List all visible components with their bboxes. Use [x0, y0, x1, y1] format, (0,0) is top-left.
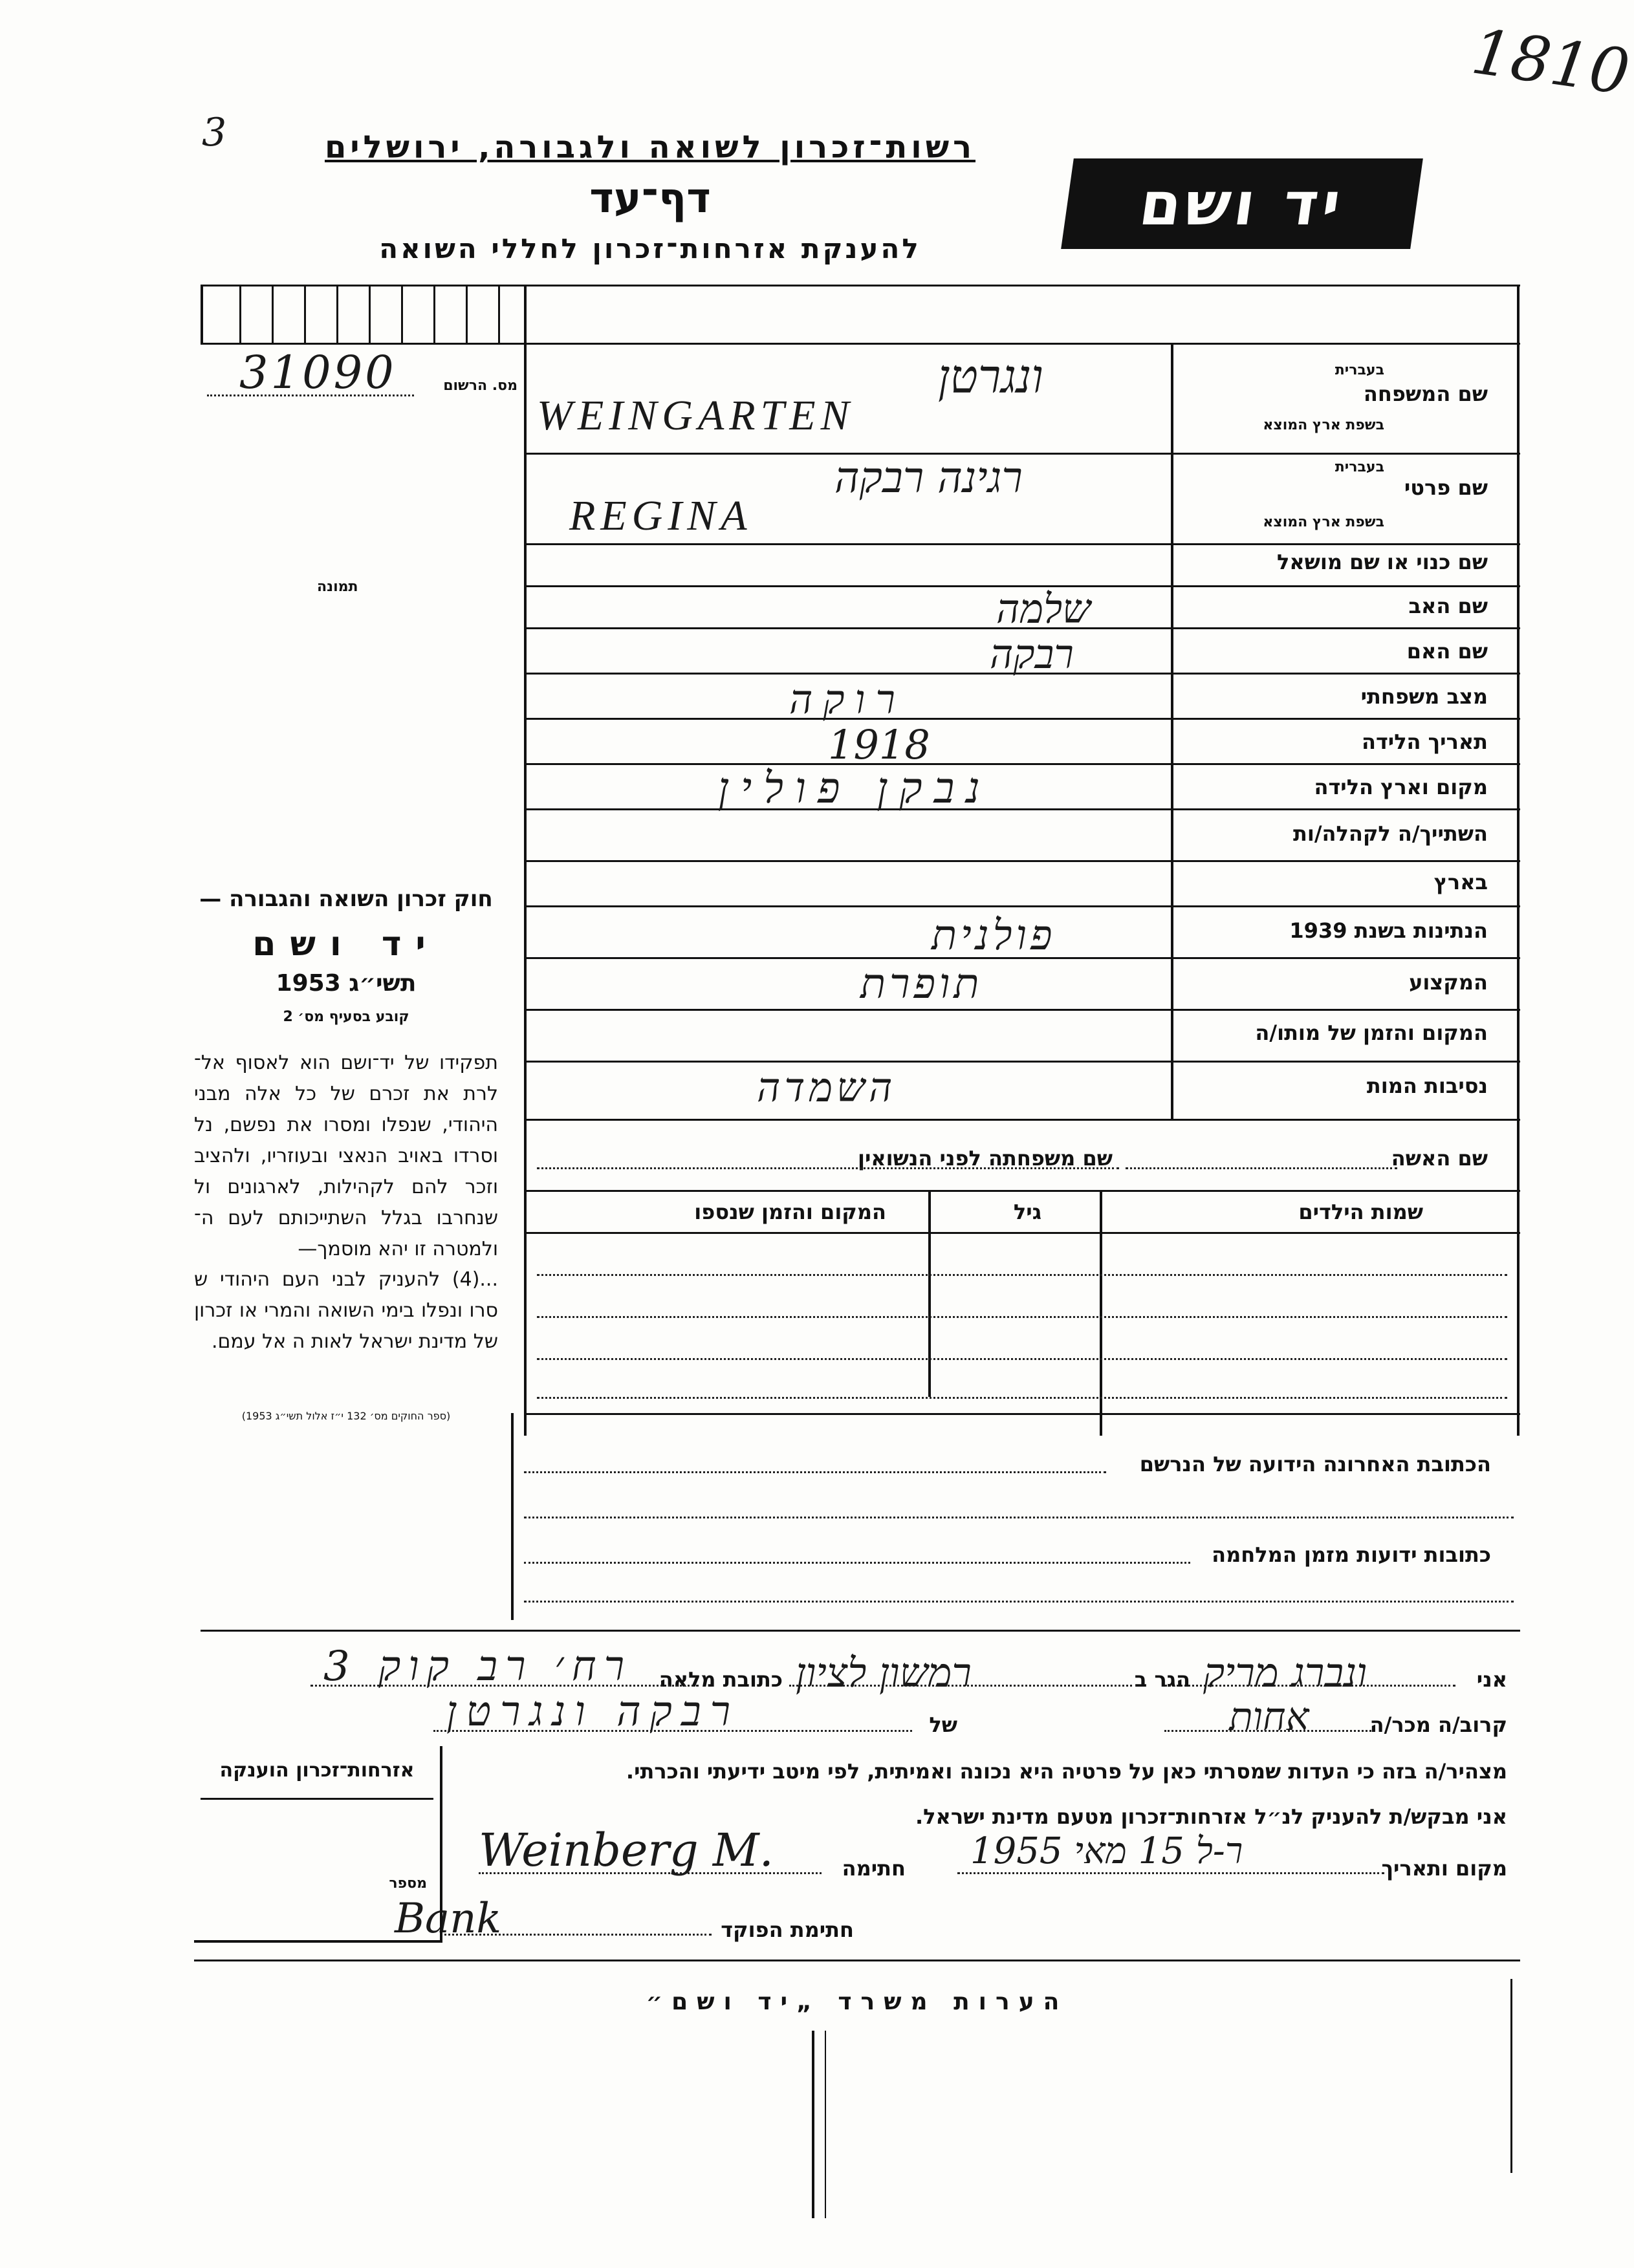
profession-label: המקצוע	[1409, 970, 1488, 995]
children-names-header: שמות הילדים	[1298, 1200, 1423, 1224]
death-place-time-label: המקום והזמן של מותו/ה	[1255, 1021, 1488, 1045]
birth-place-label: מקום וארץ הלידה	[1314, 775, 1488, 799]
profession-value: תופרת	[860, 960, 983, 1008]
relation-value: אחות	[1229, 1694, 1309, 1740]
first-name-hebrew-value: רגינה רבקה	[834, 453, 1023, 502]
form-top-border	[201, 285, 1520, 286]
photo-label: תמונה	[317, 579, 358, 595]
place-date-label: מקום ותאריך	[1381, 1856, 1507, 1881]
relation-label: קרוב/ה מכר/ה	[1369, 1712, 1507, 1737]
form-subtitle: להענקת אזרחות־זכרון לחללי השואה	[379, 233, 921, 265]
remarks-right-border	[1510, 1979, 1512, 2173]
surname-origin-value: WEINGARTEN	[537, 392, 855, 439]
marital-value: רוקה	[789, 676, 906, 723]
registration-field	[207, 346, 517, 401]
officer-signature-value: Bank	[395, 1895, 502, 1943]
citizenship-1939-value: פולנית	[931, 912, 1056, 960]
surname-label: שם המשפחה	[1363, 382, 1488, 406]
birth-place-value: נבקן פולין	[718, 763, 992, 813]
ani-label: אני	[1476, 1667, 1507, 1692]
law-name: יד ושם	[252, 925, 440, 964]
father-value: שלמה	[996, 585, 1091, 632]
father-label: שם האב	[1408, 594, 1488, 618]
law-text-1: תפקידו של יד־ושם הוא לאסוף אל־ לרת את זכרם של כל אלה מבני היהודי, שנפלו ומסרו את נפשם, נל וסרדו באויב הנאצי ובעוזריו, ולהציב וזכר להם לקהילות, לארגונים ול שנחרבו בגלל השתייכותם לעם ה־ ולמטרה זו יהא מוסמך—	[194, 1052, 498, 1260]
registration-label: מס. הרשום	[443, 378, 517, 394]
logo-text: יד ושם	[1135, 169, 1349, 239]
citizenship-granted-box	[194, 1746, 442, 1943]
citizenship-request: אני מבקש/ת להעניק לנ״ל אזרחות־זכרון מטעם מדינת ישראל.	[915, 1804, 1507, 1829]
of-value: רבקה ונגרטן	[446, 1688, 740, 1736]
mother-value: רבקה	[990, 631, 1074, 678]
community-label: השתייך/ה לקהלה/ות	[1292, 821, 1488, 846]
birth-date-value: 1918	[828, 721, 930, 768]
death-circumstances-value: השמדה	[757, 1064, 897, 1111]
nickname-label: שם כנוי או שם מושאל	[1276, 550, 1488, 574]
archive-number: 1810	[1467, 15, 1634, 109]
law-footnote: (ספר החוקים מס׳ 132 י״ז אלול תשי״ג 1953)	[241, 1410, 451, 1422]
ani-value: ונברג מריק	[1203, 1649, 1367, 1696]
of-label: של	[929, 1712, 957, 1737]
authority-line: רשות־זכרון לשואה ולגבורה, ירושלים	[324, 129, 976, 166]
marital-label: מצב משפחתי	[1360, 684, 1488, 709]
children-col-divider-2	[928, 1190, 931, 1397]
surname-hebrew-sublabel: בעברית	[1334, 362, 1384, 378]
officer-signature-label: חתימת הפוקד	[721, 1917, 854, 1942]
resident-label: הגר ב	[1134, 1667, 1190, 1692]
first-name-hebrew-sublabel: בעברית	[1334, 459, 1384, 475]
law-year: תשי״ג 1953	[276, 970, 417, 997]
law-title: חוק זכרון השואה והגבורה —	[199, 886, 493, 912]
children-col-divider-1	[1100, 1190, 1102, 1436]
first-name-label: שם פרטי	[1404, 475, 1488, 500]
surname-origin-sublabel: בשפת ארץ המוצא	[1263, 417, 1384, 433]
form-title: דף־עד	[589, 175, 711, 222]
wife-label: שם האשה	[1391, 1146, 1488, 1171]
children-age-header: גיל	[1013, 1200, 1041, 1224]
birth-date-label: תאריך הלידה	[1361, 729, 1488, 754]
mother-label: שם האם	[1406, 639, 1488, 664]
strip-bottom	[201, 343, 1520, 345]
first-name-origin-value: REGINA	[569, 492, 752, 539]
corner-mark: 3	[202, 110, 227, 155]
label-column-border	[1171, 343, 1173, 1119]
law-text-2: ...(4) להעניק לבני העם היהודי ש סרו ונפלו בימי השואה והמרי או זכרון של מדינת ישראל לאות ה אל עמם.	[194, 1268, 498, 1353]
resident-value: רמשון לציון	[796, 1649, 972, 1696]
death-circumstances-label: נסיבות המות	[1366, 1074, 1488, 1098]
citizenship-1939-label: הנתינות בשנת 1939	[1289, 918, 1488, 943]
surname-hebrew-value: ונגרטן	[938, 349, 1043, 404]
country-label: בארץ	[1433, 870, 1488, 894]
form-left-border	[201, 285, 203, 343]
citizenship-box-title: אזרחות־זכרון הוענקה	[219, 1759, 415, 1782]
last-known-address-label: הכתובת האחרונה הידועה של הנרשם	[1139, 1452, 1491, 1476]
address-left-border	[511, 1413, 514, 1620]
remarks-divider-2	[825, 2031, 826, 2218]
signature-value: Weinberg M.	[479, 1824, 774, 1877]
maiden-name-label: שם משפחתה לפני הנשואין	[857, 1146, 1113, 1171]
wartime-address-label: כתובות ידועות מזמן המלחמה	[1212, 1542, 1491, 1567]
full-address-value: רח׳ רב קוק 3	[323, 1643, 632, 1690]
law-clause: קובע בסעיף מס׳ 2	[283, 1009, 409, 1025]
place-date-value: ר-ל 15 מאי 1955	[970, 1830, 1243, 1872]
declaration-statement: מצהיר/ה בזה כי העדות שמסרתי כאן על פרטיה היא נכונה ואמיתית, לפי מיטב ידיעתי והכרתי.	[626, 1759, 1507, 1784]
children-death-header: המקום והזמן שנספו	[694, 1200, 886, 1224]
office-remarks: הערות משרד „יד ושם״	[646, 1989, 1069, 2015]
registration-value: 31090	[239, 346, 397, 399]
full-address-label: כתובת מלאה	[659, 1667, 783, 1692]
citizenship-box-number-label: מספר	[389, 1875, 427, 1892]
remarks-divider	[812, 2031, 814, 2218]
signature-label: חתימה	[842, 1856, 906, 1881]
first-name-origin-sublabel: בשפת ארץ המוצא	[1263, 514, 1384, 530]
yad-vashem-logo	[1061, 158, 1423, 249]
